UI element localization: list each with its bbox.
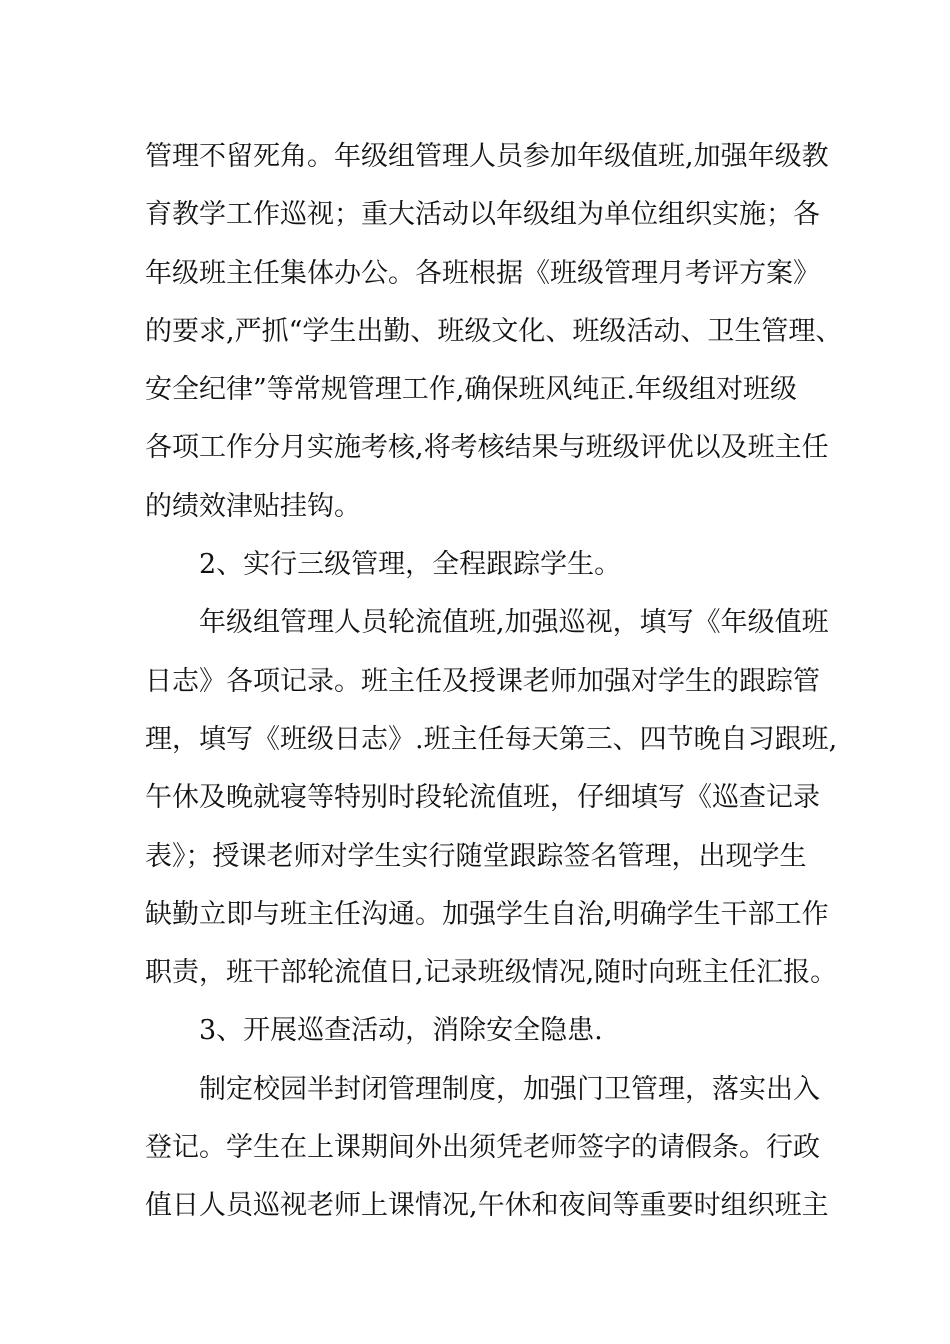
text-line: 各项工作分月实施考核,将考核结果与班级评优以及班主任 <box>145 432 829 464</box>
text-line: 年级班主任集体办公。各班根据《班级管理月考评方案》 <box>145 257 820 289</box>
text-line: 育教学工作巡视；重大活动以年级组为单位组织实施；各 <box>145 199 820 231</box>
text-line: 管理不留死角。年级组管理人员参加年级值班,加强年级教 <box>145 141 829 172</box>
text-line: 缺勤立即与班主任沟通。加强学生自治,明确学生干部工作 <box>145 898 829 930</box>
text-line: 的要求,严抓“学生出勤、班级文化、班级活动、卫生管理、 <box>145 315 843 347</box>
text-line: 日志》各项记录。班主任及授课老师加强对学生的跟踪管 <box>145 665 820 697</box>
text-line: 职责，班干部轮流值日,记录班级情况,随时向班主任汇报。 <box>145 957 838 989</box>
text-line: 制定校园半封闭管理制度，加强门卫管理，落实出入 <box>199 1073 820 1105</box>
text-line: 登记。学生在上课期间外出须凭老师签字的请假条。行政 <box>145 1132 820 1164</box>
text-line: 表》；授课老师对学生实行随堂跟踪签名管理，出现学生 <box>145 840 807 872</box>
text-line: 年级组管理人员轮流值班,加强巡视，填写《年级值班 <box>199 607 829 639</box>
text-line: 2、实行三级管理，全程跟踪学生。 <box>199 549 622 581</box>
text-line: 安全纪律”等常规管理工作,确保班风纯正.年级组对班级 <box>145 374 797 406</box>
text-line: 的绩效津贴挂钩。 <box>145 490 361 522</box>
body-text <box>145 128 843 1236</box>
text-line: 值日人员巡视老师上课情况,午休和夜间等重要时组织班主 <box>145 1190 829 1222</box>
text-line: 理，填写《班级日志》.班主任每天第三、四节晚自习跟班, <box>145 723 838 755</box>
text-line: 午休及晚就寝等特别时段轮流值班，仔细填写《巡查记录 <box>145 782 820 814</box>
text-line: 3、开展巡查活动，消除安全隐患. <box>199 1015 603 1047</box>
